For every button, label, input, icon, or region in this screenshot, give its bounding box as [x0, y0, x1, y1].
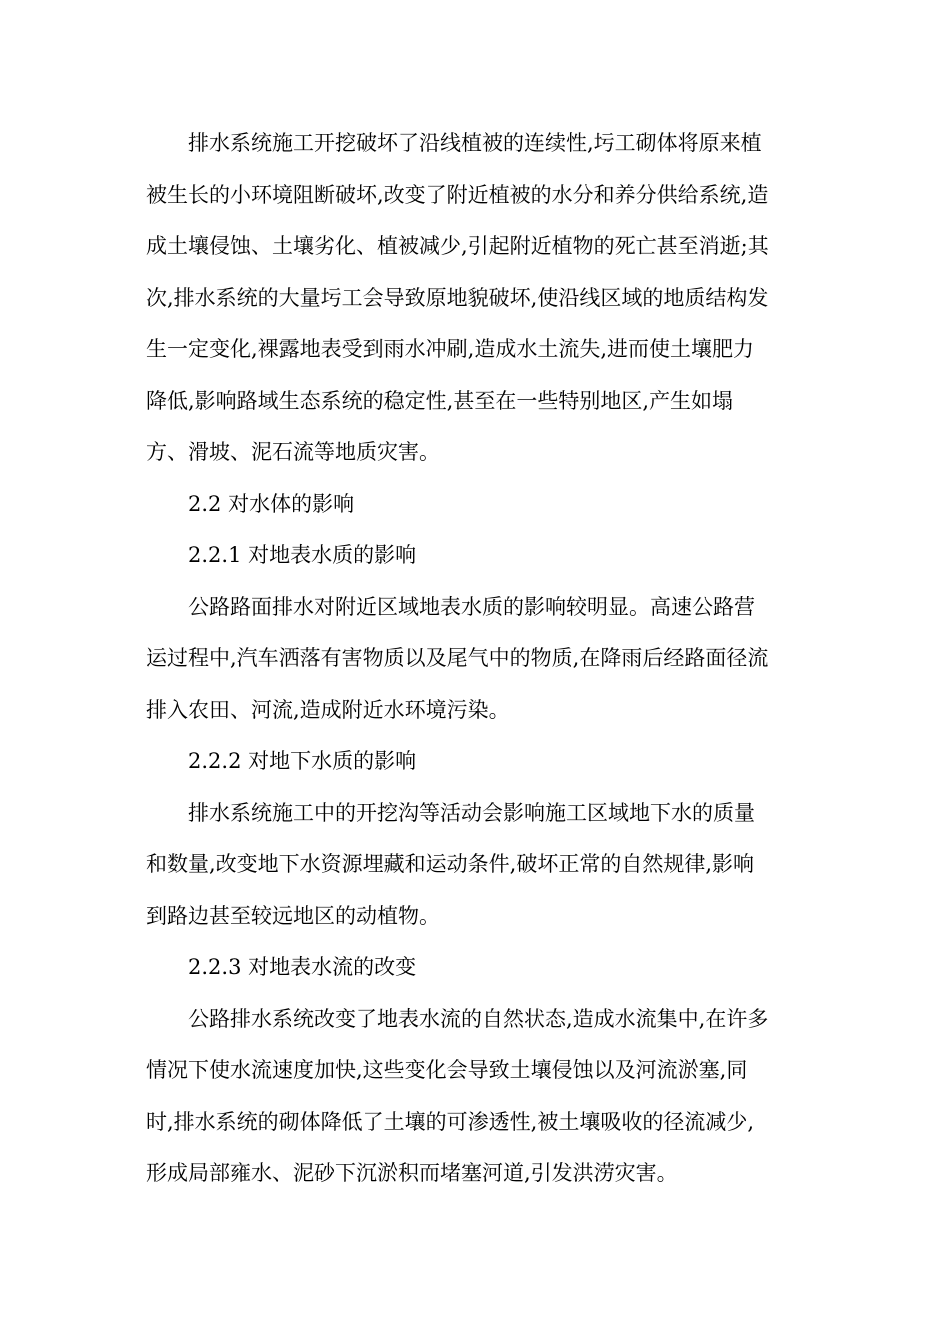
text-line: 公路排水系统改变了地表水流的自然状态,造成水流集中,在许多: [188, 1006, 769, 1031]
paragraph-groundwater-quality: [146, 788, 806, 943]
text-line: 生一定变化,裸露地表受到雨水冲刷,造成水土流失,进而使土壤肥力: [146, 337, 755, 361]
text-line: 运过程中,汽车洒落有害物质以及尾气中的物质,在降雨后经路面径流: [146, 646, 769, 670]
section-heading-2-2-2: 2.2.2 对地下水质的影响: [188, 749, 417, 773]
text-line: 被生长的小环境阻断破坏,改变了附近植被的水分和养分供给系统,造: [146, 182, 769, 207]
paragraph-surface-flow-change: [146, 994, 806, 1200]
paragraph-vegetation-damage: [146, 118, 806, 479]
text-line: 情况下使水流速度加快,这些变化会导致土壤侵蚀以及河流淤塞,同: [146, 1058, 748, 1082]
text-line: 次,排水系统的大量圬工会导致原地貌破坏,使沿线区域的地质结构发: [146, 285, 769, 310]
text-line: 和数量,改变地下水资源埋藏和运动条件,破坏正常的自然规律,影响: [146, 852, 755, 876]
text-line: 到路边甚至较远地区的动植物。: [146, 903, 440, 928]
text-line: 排水系统施工开挖破坏了沿线植被的连续性,圬工砌体将原来植: [188, 131, 762, 155]
text-line: 降低,影响路域生态系统的稳定性,甚至在一些特别地区,产生如塌: [146, 388, 734, 413]
document-body: [146, 118, 806, 1200]
text-line: 公路路面排水对附近区域地表水质的影响较明显。高速公路营: [188, 594, 755, 619]
paragraph-surface-water-quality: [146, 582, 806, 737]
text-line: 方、滑坡、泥石流等地质灾害。: [146, 440, 440, 464]
text-line: 时,排水系统的砌体降低了土壤的可渗透性,被土壤吸收的径流减少,: [146, 1109, 755, 1134]
text-line: 形成局部雍水、泥砂下沉淤积而堵塞河道,引发洪涝灾害。: [146, 1161, 678, 1185]
section-heading-2-2-1: 2.2.1 对地表水质的影响: [188, 543, 417, 567]
text-line: 排水系统施工中的开挖沟等活动会影响施工区域地下水的质量: [188, 800, 755, 825]
section-heading-2-2: 2.2 对水体的影响: [188, 491, 355, 516]
text-line: 排入农田、河流,造成附近水环境污染。: [146, 697, 510, 722]
section-heading-2-2-3: 2.2.3 对地表水流的改变: [188, 955, 417, 979]
text-line: 成土壤侵蚀、土壤劣化、植被减少,引起附近植物的死亡甚至消逝;其: [146, 234, 769, 258]
